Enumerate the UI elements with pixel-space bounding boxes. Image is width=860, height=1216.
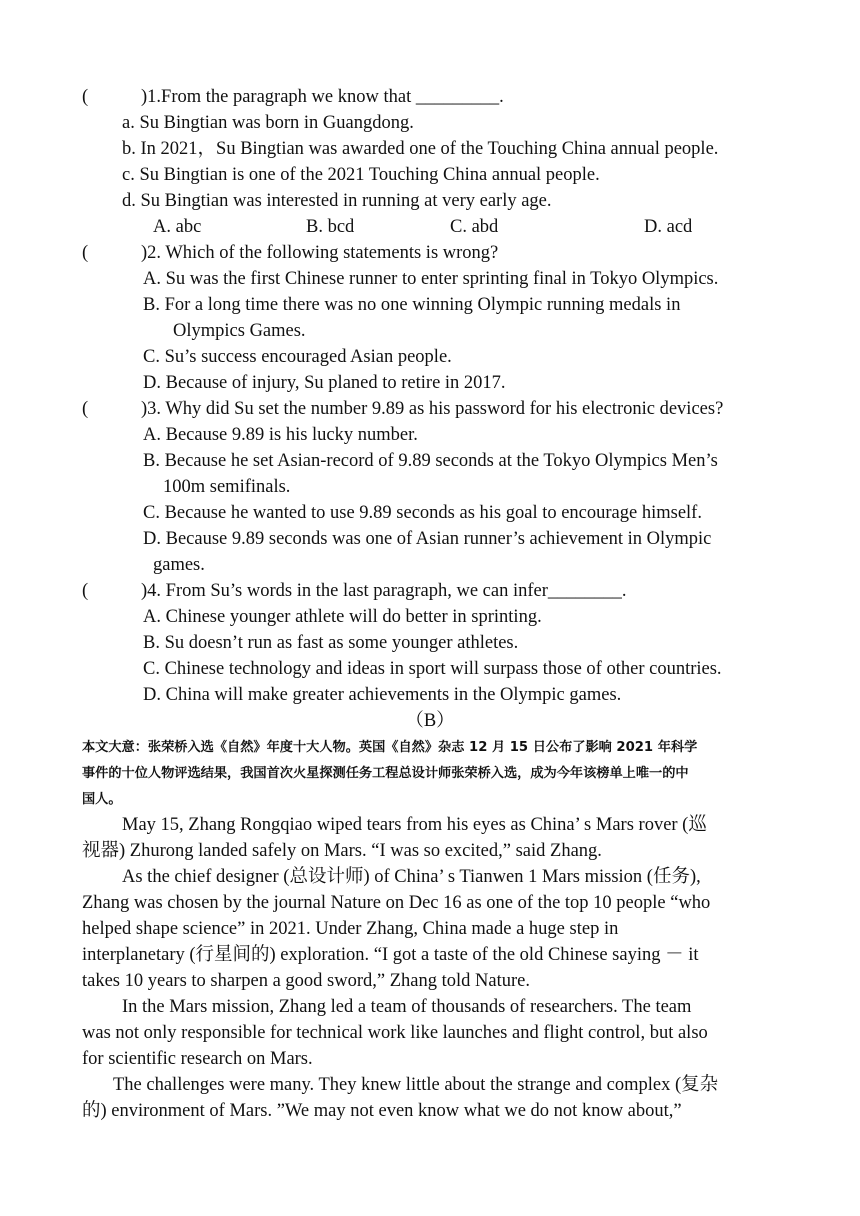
passage-line: takes 10 years to sharpen a good sword,” Zhang told Nature. [82, 971, 530, 991]
passage-line: The challenges were many. They knew little about the strange and complex (复杂 [113, 1075, 719, 1095]
option-d: D. China will make greater achievements in the Olympic games. [143, 685, 622, 705]
answer-paren: ( [82, 399, 89, 419]
option-c: C. Because he wanted to use 9.89 seconds as his goal to encourage himself. [143, 503, 702, 523]
statement-c: c. Su Bingtian is one of the 2021 Touching China annual people. [122, 165, 600, 185]
passage-line: for scientific research on Mars. [82, 1049, 313, 1069]
passage-line: helped shape science” in 2021. Under Zhang, China made a huge step in [82, 919, 619, 939]
option-b-continued: 100m semifinals. [163, 477, 291, 497]
passage-line: In the Mars mission, Zhang led a team of thousands of researchers. The team [122, 997, 692, 1017]
passage-line: As the chief designer (总设计师) of China’ s Tianwen 1 Mars mission (任务), [122, 867, 701, 887]
passage-line: interplanetary (行星间的) exploration. “I got a taste of the old Chinese saying － it [82, 945, 699, 965]
option-d-continued: games. [153, 555, 205, 575]
option-d: D. Because of injury, Su planed to retire in 2017. [143, 373, 506, 393]
option-a: A. Because 9.89 is his lucky number. [143, 425, 418, 445]
choice-d: D. acd [644, 217, 693, 237]
option-b: B. Su doesn’t run as fast as some younger athletes. [143, 633, 519, 653]
summary-line: 国人。 [82, 792, 122, 807]
option-b-continued: Olympics Games. [173, 321, 306, 341]
passage-line: Zhang was chosen by the journal Nature on Dec 16 as one of the top 10 people “who [82, 893, 711, 913]
passage-line: 的) environment of Mars. ”We may not even know what we do not know about,” [82, 1101, 682, 1121]
passage-line: was not only responsible for technical work like launches and flight control, but also [82, 1023, 708, 1043]
summary-line: 事件的十位人物评选结果，我国首次火星探测任务工程总设计师张荣桥入选，成为今年该榜单上唯一的中 [82, 766, 689, 781]
choice-a: A. abc [153, 217, 202, 237]
passage-line: May 15, Zhang Rongqiao wiped tears from his eyes as China’ s Mars rover (巡 [122, 815, 707, 835]
choice-row [0, 214, 860, 240]
option-b: B. For a long time there was no one winning Olympic running medals in [143, 295, 681, 315]
question-stem: )1.From the paragraph we know that _________. [141, 87, 504, 107]
statement-a: a. Su Bingtian was born in Guangdong. [122, 113, 414, 133]
question-stem: )3. Why did Su set the number 9.89 as his password for his electronic devices? [141, 399, 724, 419]
option-b: B. Because he set Asian-record of 9.89 seconds at the Tokyo Olympics Men’s [143, 451, 718, 471]
passage-line: 视器) Zhurong landed safely on Mars. “I was so excited,” said Zhang. [82, 841, 602, 861]
option-a: A. Chinese younger athlete will do better in sprinting. [143, 607, 542, 627]
choice-b: B. bcd [306, 217, 355, 237]
option-c: C. Chinese technology and ideas in sport will surpass those of other countries. [143, 659, 722, 679]
summary-line: 本文大意：张荣桥入选《自然》年度十大人物。英国《自然》杂志 12 月 15 日公布了影响 2021 年科学 [82, 740, 698, 755]
option-c: C. Su’s success encouraged Asian people. [143, 347, 452, 367]
option-a: A. Su was the first Chinese runner to enter sprinting final in Tokyo Olympics. [143, 269, 719, 289]
statement-d: d. Su Bingtian was interested in running at very early age. [122, 191, 552, 211]
answer-paren: ( [82, 243, 89, 263]
choice-c: C. abd [450, 217, 499, 237]
option-d: D. Because 9.89 seconds was one of Asian runner’s achievement in Olympic [143, 529, 712, 549]
section-heading: （B） [405, 711, 455, 731]
question-stem: )4. From Su’s words in the last paragraph, we can infer________. [141, 581, 627, 601]
answer-paren: ( [82, 87, 89, 107]
statement-b: b. In 2021，Su Bingtian was awarded one of the Touching China annual people. [122, 139, 719, 159]
answer-paren: ( [82, 581, 89, 601]
question-stem: )2. Which of the following statements is wrong? [141, 243, 499, 263]
